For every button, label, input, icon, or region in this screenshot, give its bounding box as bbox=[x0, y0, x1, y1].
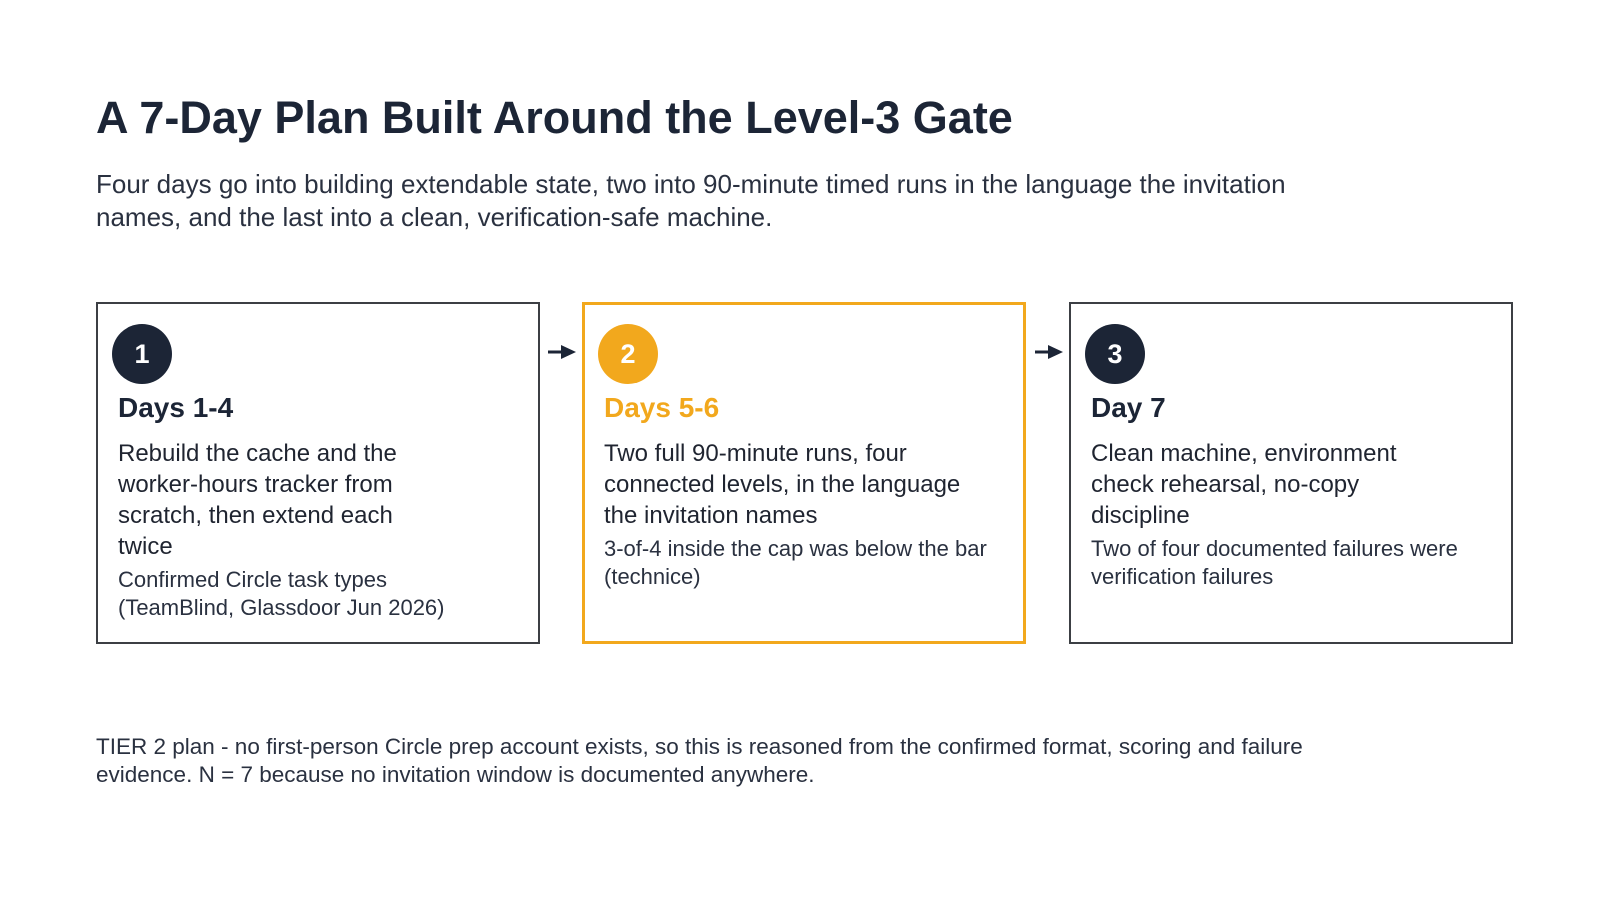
page-subtitle: Four days go into building extendable state, two into 90-minute timed runs in the language the invitation names, and the last into a clean, verification-safe machine. bbox=[96, 169, 1286, 232]
footnote: TIER 2 plan - no first-person Circle prep account exists, so this is reasoned from the confirmed format, scoring and failure evidence. N = 7 because no invitation window is documented anywhere. bbox=[96, 734, 1303, 787]
step-evidence: 3-of-4 inside the cap was below the bar (technice) bbox=[604, 536, 987, 589]
step-title: Days 1-4 bbox=[118, 392, 234, 423]
step-evidence: Two of four documented failures were verification failures bbox=[1091, 536, 1458, 589]
step-title: Days 5-6 bbox=[604, 392, 720, 423]
step-number-badge: 1 bbox=[112, 324, 172, 384]
right-arrow-icon bbox=[547, 342, 579, 362]
step-evidence: Confirmed Circle task types (TeamBlind, Glassdoor Jun 2026) bbox=[118, 567, 445, 620]
right-arrow-icon bbox=[1034, 342, 1066, 362]
step-card-days-5-6 bbox=[582, 302, 1026, 644]
step-number-badge: 2 bbox=[598, 324, 658, 384]
step-description: Two full 90-minute runs, four connected levels, in the language the invitation names bbox=[604, 440, 961, 529]
step-card-day-7 bbox=[1069, 302, 1513, 644]
step-number-badge: 3 bbox=[1085, 324, 1145, 384]
step-card-days-1-4 bbox=[96, 302, 540, 644]
step-description: Rebuild the cache and the worker-hours tracker from scratch, then extend each twice bbox=[118, 440, 397, 560]
page-title: A 7-Day Plan Built Around the Level-3 Gate bbox=[96, 92, 1013, 143]
step-title: Day 7 bbox=[1091, 392, 1166, 423]
step-description: Clean machine, environment check rehearsal, no-copy discipline bbox=[1091, 440, 1397, 529]
